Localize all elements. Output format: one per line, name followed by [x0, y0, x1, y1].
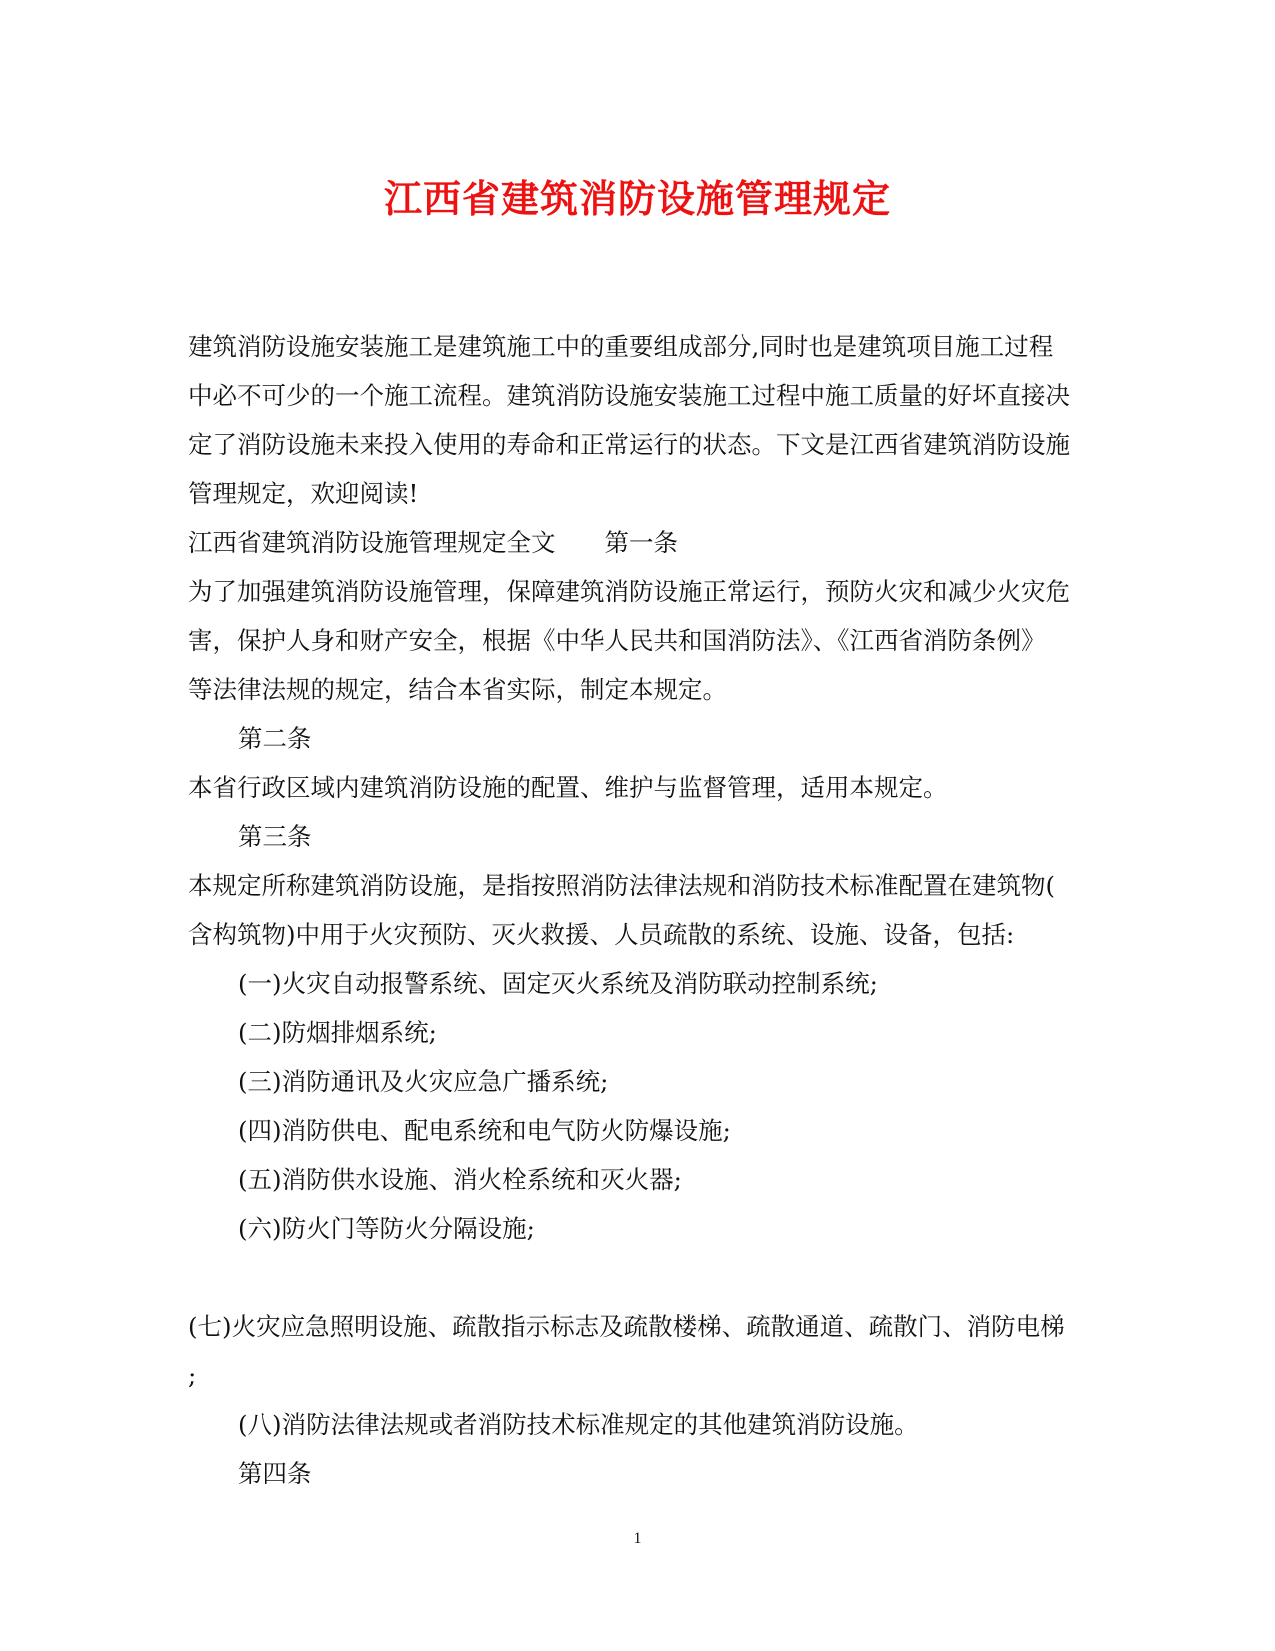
- list-item: (八)消防法律法规或者消防技术标准规定的其他建筑消防设施。: [238, 1410, 919, 1439]
- paragraph-line: 本规定所称建筑消防设施，是指按照消防法律法规和消防技术标准配置在建筑物(: [188, 871, 1056, 900]
- article-heading: 第四条: [238, 1459, 312, 1488]
- paragraph-line: 本省行政区域内建筑消防设施的配置、维护与监督管理，适用本规定。: [188, 773, 948, 802]
- paragraph-line: 定了消防设施未来投入使用的寿命和正常运行的状态。下文是江西省建筑消防设施: [188, 430, 1070, 459]
- list-item: (三)消防通讯及火灾应急广播系统;: [238, 1067, 609, 1096]
- list-item: (一)火灾自动报警系统、固定灭火系统及消防联动控制系统;: [238, 969, 878, 998]
- article-heading: 第三条: [238, 822, 312, 851]
- paragraph-line: 为了加强建筑消防设施管理，保障建筑消防设施正常运行，预防火灾和减少火灾危: [188, 577, 1070, 606]
- list-item: (四)消防供电、配电系统和电气防火防爆设施;: [238, 1116, 731, 1145]
- section-heading-line: 江西省建筑消防设施管理规定全文 第一条: [188, 528, 678, 557]
- paragraph-line: 建筑消防设施安装施工是建筑施工中的重要组成部分,同时也是建筑项目施工过程: [188, 332, 1054, 361]
- blank-line: [188, 1253, 1088, 1302]
- list-item: (二)防烟排烟系统;: [238, 1018, 437, 1047]
- list-item: (六)防火门等防火分隔设施;: [238, 1214, 535, 1243]
- document-title: 江西省建筑消防设施管理规定: [383, 176, 891, 221]
- paragraph-line: 管理规定，欢迎阅读!: [188, 479, 419, 508]
- paragraph-line: 含构筑物)中用于火灾预防、灭火救援、人员疏散的系统、设施、设备，包括:: [188, 920, 1015, 949]
- list-item-continuation: ;: [188, 1361, 197, 1390]
- article-heading: 第二条: [238, 724, 312, 753]
- document-body: [188, 322, 1088, 1498]
- list-item: (七)火灾应急照明设施、疏散指示标志及疏散楼梯、疏散通道、疏散门、消防电梯: [188, 1312, 1065, 1341]
- paragraph-line: 等法律法规的规定，结合本省实际，制定本规定。: [188, 675, 727, 704]
- paragraph-line: 中必不可少的一个施工流程。建筑消防设施安装施工过程中施工质量的好坏直接决: [188, 381, 1070, 410]
- list-item: (五)消防供水设施、消火栓系统和灭火器;: [238, 1165, 682, 1194]
- paragraph-line: 害，保护人身和财产安全，根据《中华人民共和国消防法》、《江西省消防条例》: [188, 626, 1046, 655]
- page-number: 1: [633, 1530, 642, 1547]
